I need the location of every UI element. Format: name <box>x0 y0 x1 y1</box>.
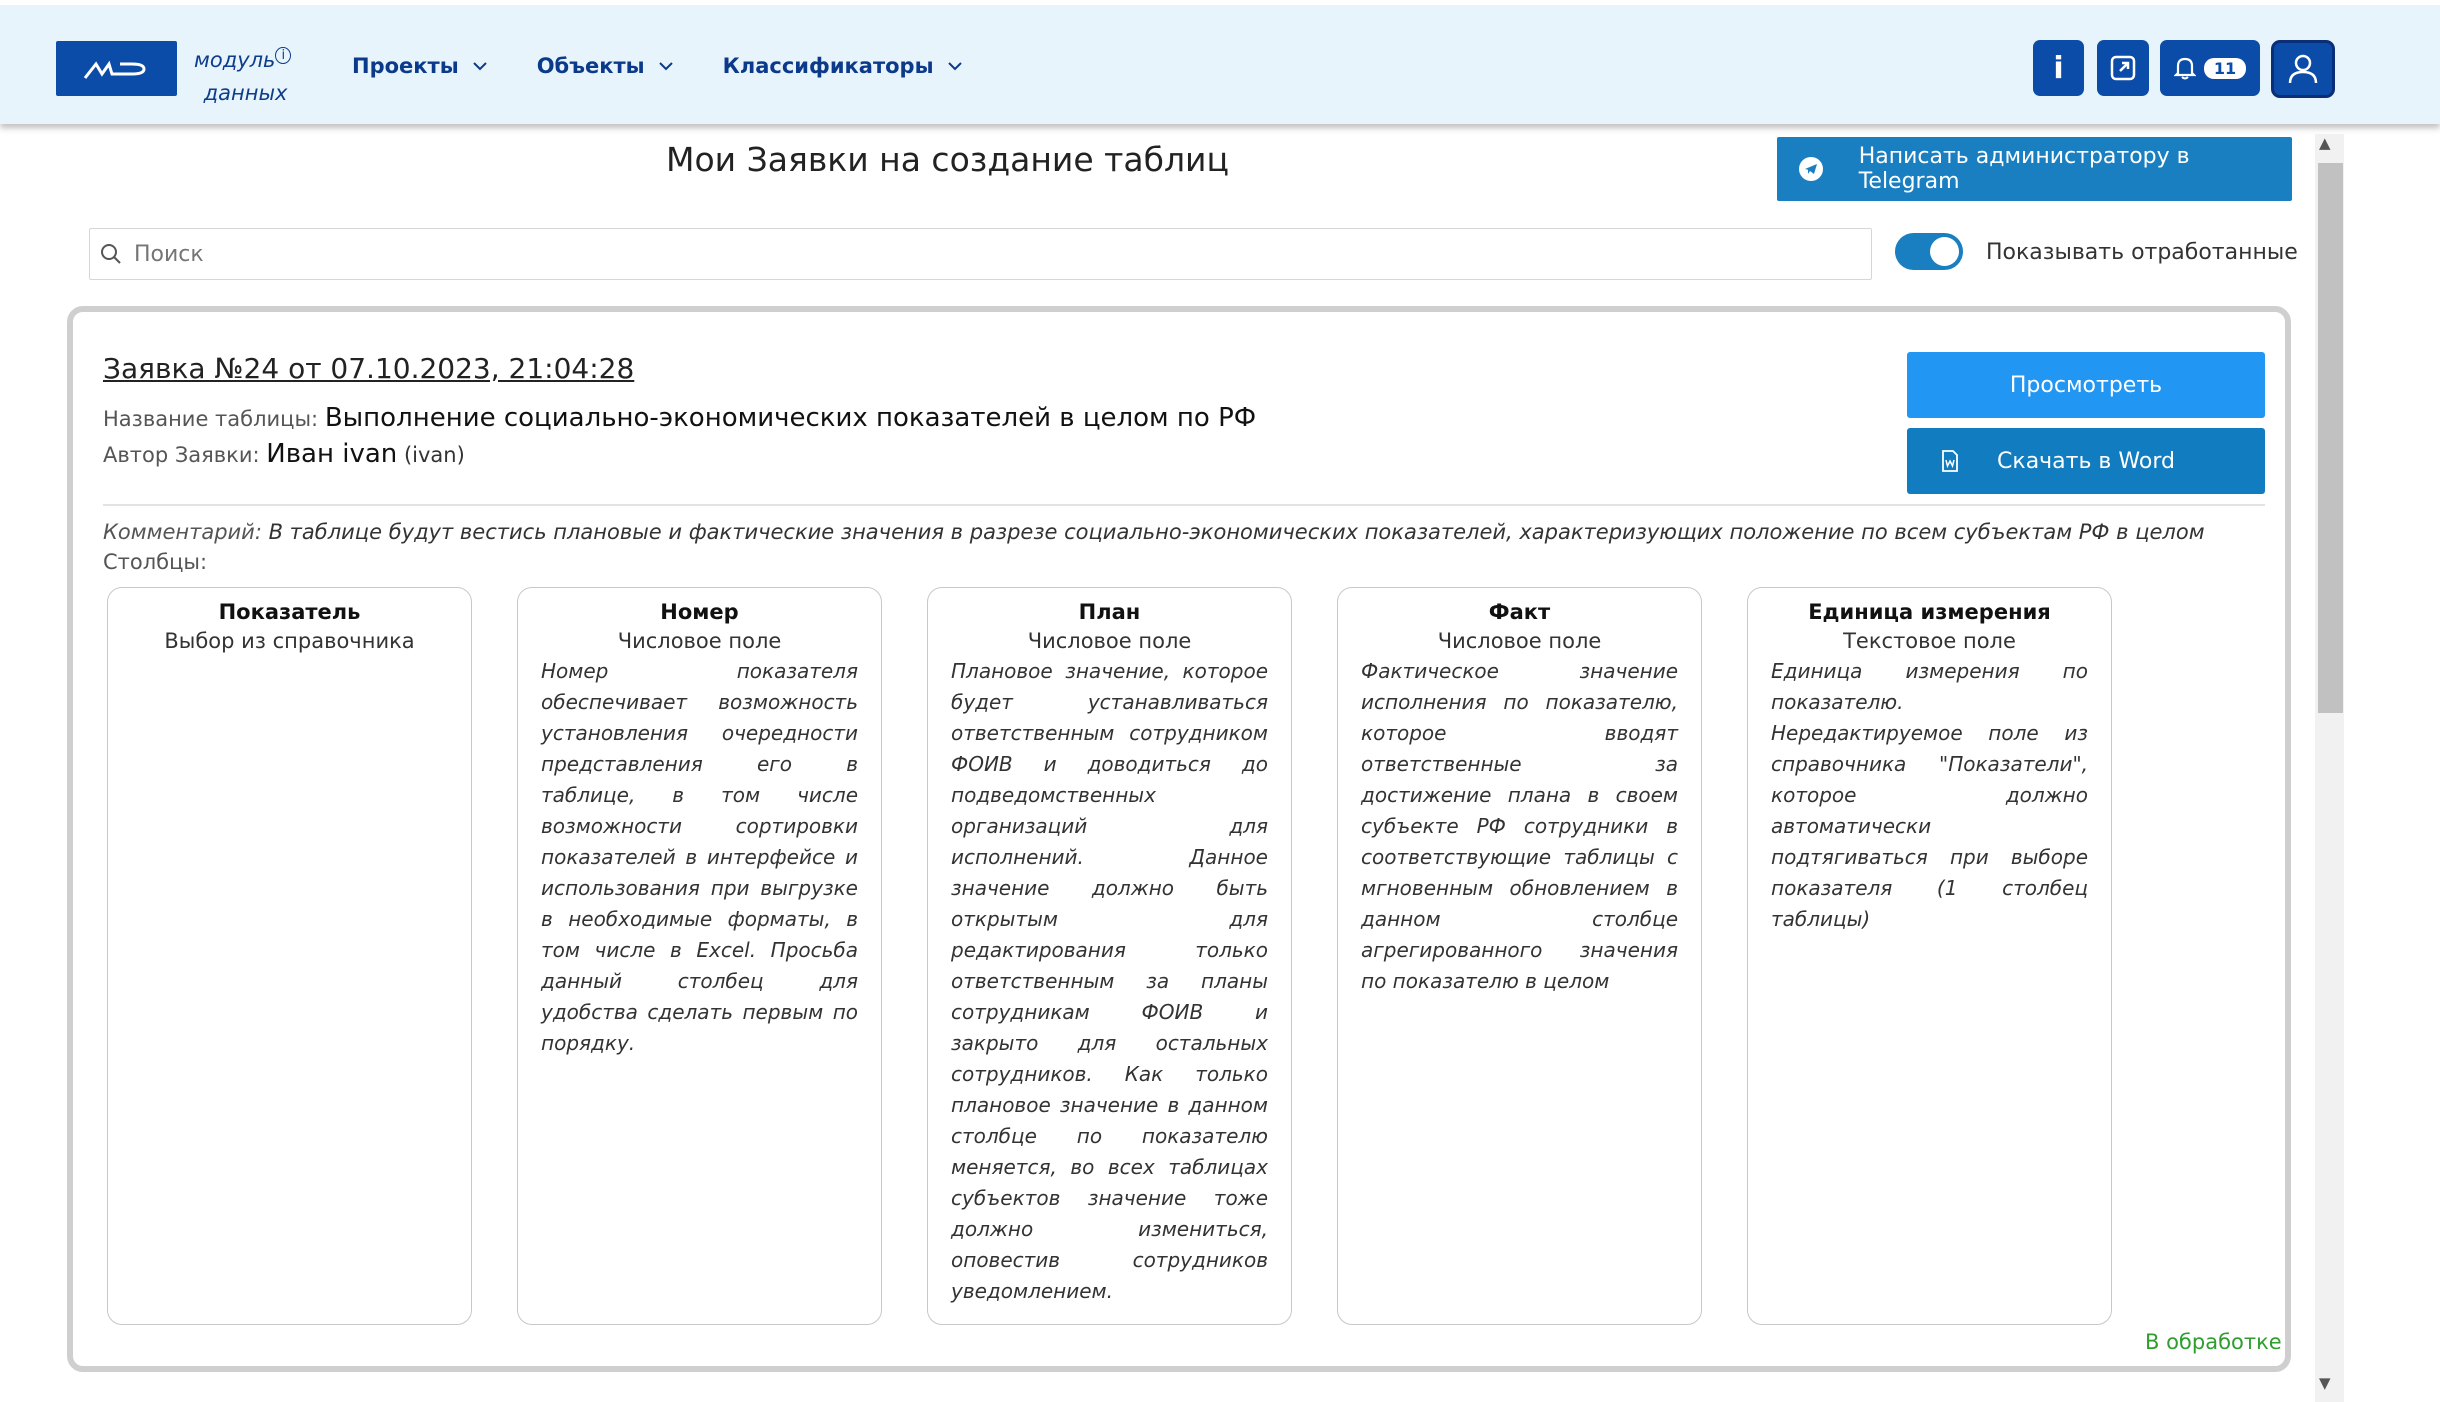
chevron-down-icon <box>948 57 962 75</box>
table-name-value: Выполнение социально-экономических показателей в целом по РФ <box>324 403 1257 433</box>
column-description: Номер показателя обеспечивает возможность установления очередности представления его в таблице, в том числе возможности сортировки показателей в интерфейсе и использования при выгрузке в необходимые форматы, в том числе в Excel. Просьба данный столбец для удобства сделать первым по порядку. <box>541 659 858 1055</box>
chevron-down-icon <box>473 57 487 75</box>
column-name: Номер <box>660 600 739 624</box>
column-description: Фактическое значение исполнения по показателю, которое вводят ответственные за достижение плана в своем субъекте РФ сотрудники в соответствующие таблицы с мгновенным обновлением в данном столбце агрегированного значения по показателю в целом <box>1361 659 1678 993</box>
download-word-button[interactable] <box>1907 428 2265 494</box>
nav-objects-label: Объекты <box>536 54 645 78</box>
author-login: (ivan) <box>403 443 465 467</box>
column-card <box>107 587 472 1325</box>
column-type: Числовое поле <box>1027 629 1192 653</box>
nav-classifiers[interactable] <box>723 54 962 78</box>
user-icon <box>2288 53 2318 85</box>
external-link-icon <box>2110 55 2136 81</box>
column-card <box>1747 587 2112 1325</box>
user-profile-button[interactable] <box>2271 40 2335 98</box>
nav-projects-label: Проекты <box>352 54 459 78</box>
info-icon: i <box>2053 50 2064 86</box>
column-type: Числовое поле <box>617 629 782 653</box>
notifications-button[interactable] <box>2160 40 2260 96</box>
table-name-row <box>103 403 1256 433</box>
telegram-icon <box>1799 157 1823 181</box>
word-file-icon <box>1941 450 1959 472</box>
search-icon <box>100 243 122 265</box>
show-processed-toggle[interactable] <box>1895 233 1963 270</box>
top-navbar <box>0 0 2440 124</box>
request-title-link[interactable]: Заявка №24 от 07.10.2023, 21:04:28 <box>103 352 635 385</box>
comment-label: Комментарий: <box>103 520 262 544</box>
chevron-down-icon <box>659 57 673 75</box>
column-name: Показатель <box>218 600 361 624</box>
nav-objects[interactable] <box>537 54 673 78</box>
nav-classifiers-label: Классификаторы <box>722 54 934 78</box>
external-link-button[interactable] <box>2097 40 2149 96</box>
logo-caption-line1: модуль <box>194 48 276 72</box>
author-label: Автор Заявки: <box>103 443 260 467</box>
card-divider <box>103 504 2265 506</box>
nav-projects[interactable] <box>352 54 487 78</box>
logo-md-icon <box>82 56 152 82</box>
comment-text: В таблице будут вестись плановые и фактические значения в разрезе социально-экономических показателей, характеризующих положение по всем субъектам РФ в целом <box>268 520 2205 544</box>
column-type: Числовое поле <box>1437 629 1602 653</box>
page-title: Мои Заявки на создание таблиц <box>666 140 1229 179</box>
view-button-label: Просмотреть <box>2009 372 2163 398</box>
toggle-knob <box>1930 237 1959 266</box>
search-input[interactable] <box>132 241 1836 268</box>
scroll-up-arrow-icon[interactable]: ▲ <box>2319 134 2331 152</box>
scroll-down-arrow-icon[interactable]: ▼ <box>2319 1374 2331 1392</box>
info-button[interactable] <box>2033 40 2084 96</box>
column-card <box>927 587 1292 1325</box>
column-description: Единица измерения по показателю. Нередактируемое поле из справочника "Показатели", которое должно автоматически подтягиваться при выборе показателя (1 столбец таблицы) <box>1771 659 2088 931</box>
main-nav <box>352 54 1012 78</box>
column-type: Выбор из справочника <box>164 629 415 653</box>
column-card <box>1337 587 1702 1325</box>
notifications-count-badge: 11 <box>2204 58 2246 79</box>
request-card <box>67 306 2291 1372</box>
search-bar <box>89 228 1872 280</box>
bell-icon <box>2174 56 2196 80</box>
column-name: Единица измерения <box>1808 600 2051 624</box>
app-logo[interactable] <box>56 41 177 96</box>
download-word-label: Скачать в Word <box>1997 448 2175 474</box>
logo-caption-line2: данных <box>203 81 288 105</box>
comment-row <box>103 520 2205 544</box>
logo-caption <box>194 39 297 110</box>
telegram-admin-button[interactable] <box>1777 137 2292 201</box>
column-card <box>517 587 882 1325</box>
table-name-label: Название таблицы: <box>103 407 319 431</box>
view-button[interactable] <box>1907 352 2265 418</box>
status-label: В обработке <box>2145 1330 2282 1354</box>
scrollbar-thumb[interactable] <box>2318 163 2343 713</box>
author-value: Иван ivan <box>266 439 398 469</box>
column-description: Плановое значение, которое будет устанавливаться ответственным сотрудником ФОИВ и доводиться до подведомственных организаций для исполнений. Данное значение должно быть открытым для редактирования только ответственным за планы сотрудникам ФОИВ и закрыто для остальных сотрудников. Как только плановое значение в данном столбце по показателю меняется, во всех таблицах субъектов значение тоже должно измениться, оповестив сотрудников уведомлением. <box>951 659 1268 1303</box>
show-processed-label: Показывать отработанные <box>1986 240 2298 265</box>
info-small-icon: i <box>275 47 291 64</box>
column-name: Факт <box>1488 600 1551 624</box>
column-name: План <box>1078 600 1141 624</box>
columns-label: Столбцы: <box>103 550 208 574</box>
column-type: Текстовое поле <box>1843 629 2016 653</box>
telegram-admin-label: Написать администратору в Telegram <box>1858 144 2190 194</box>
author-row <box>103 439 465 469</box>
